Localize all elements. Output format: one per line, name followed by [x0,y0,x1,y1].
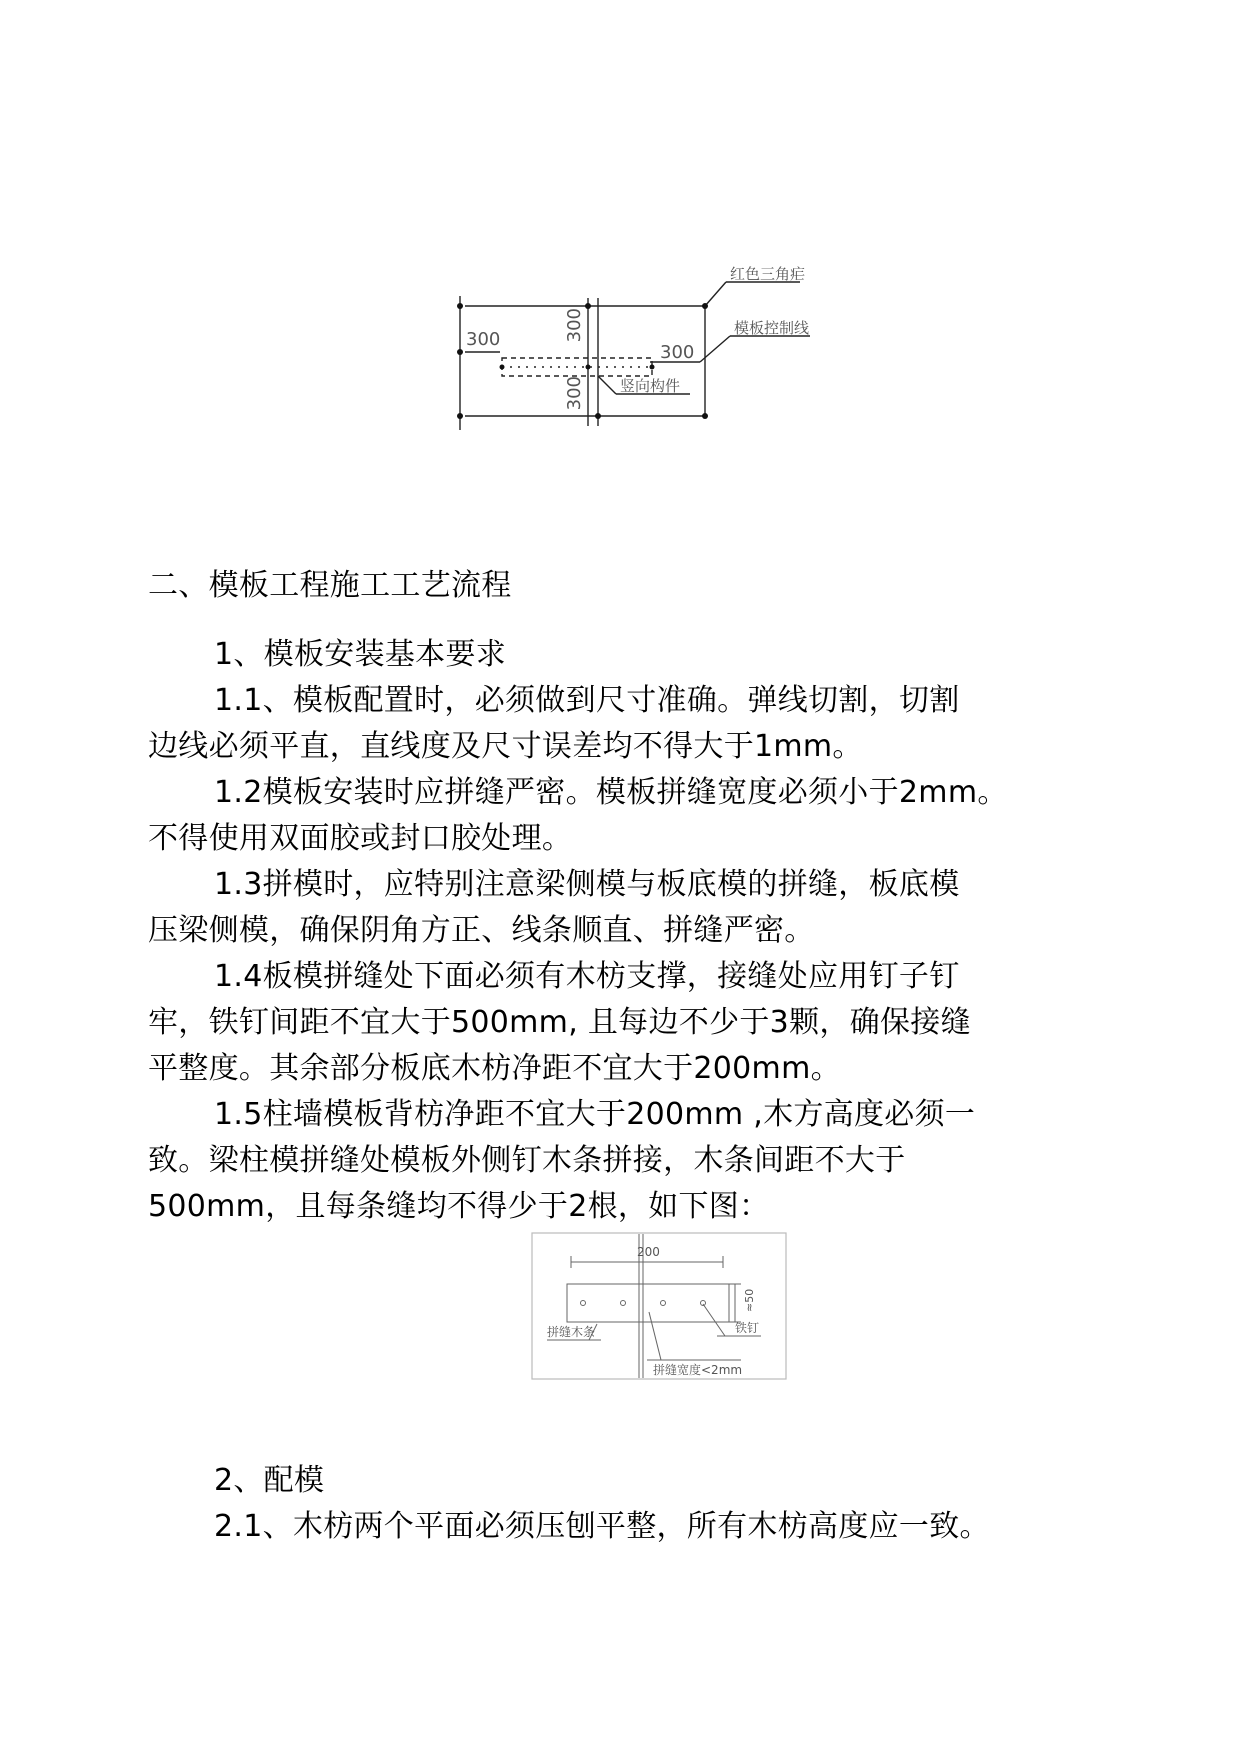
label-gap-width: 拼缝宽度<2mm [653,1363,743,1377]
paragraph-line: 1.2模板安装时应拼缝严密。模板拼缝宽度必须小于2mm。 [214,775,1008,810]
paragraph-line: 500mm，且每条缝均不得少于2根，如下图： [148,1189,770,1224]
template-control-line-diagram [440,265,820,450]
paragraph-line: 2.1、木枋两个平面必须压刨平整，所有木枋高度应一致。 [214,1509,990,1544]
dim-side-50: ≈50 [743,1288,756,1312]
label-seam-strip: 拼缝木条 [547,1325,596,1339]
paragraph-line: 平整度。其余部分板底木枋净距不宜大于200mm。 [148,1051,841,1086]
section-heading: 二、模板工程施工工艺流程 [148,568,512,603]
paragraph-line: 1.4板模拼缝处下面必须有木枋支撑，接缝处应用钉子钉 [214,959,960,994]
paragraph-line: 边线必须平直，直线度及尺寸误差均不得大于1mm。 [148,729,863,764]
paragraph-line: 1.5柱墙模板背枋净距不宜大于200mm ,木方高度必须一 [214,1097,976,1132]
callout-control-line: 模板控制线 [734,319,810,337]
subsection-2-title: 2、配模 [214,1463,325,1498]
label-nail: 铁钉 [735,1321,760,1335]
seam-joint-diagram [531,1232,787,1380]
paragraph-line: 压梁侧模，确保阴角方正、线条顺直、拼缝严密。 [148,913,815,948]
dim-left: 300 [466,329,501,350]
dim-top: 300 [564,308,585,343]
paragraph-line: 1.1、模板配置时，必须做到尺寸准确。弹线切割，切割 [214,683,960,718]
paragraph-line: 1.3拼模时，应特别注意梁侧模与板底模的拼缝，板底模 [214,867,960,902]
subsection-1-title: 1、模板安装基本要求 [214,637,507,672]
paragraph-line: 牢，铁钉间距不宜大于500mm, 且每边不少于3颗，确保接缝 [148,1005,971,1040]
dim-bottom: 300 [564,376,585,411]
dim-200: 200 [637,1245,660,1259]
paragraph-line: 致。梁柱模拼缝处模板外侧钉木条拼接，木条间距不大于 [148,1143,906,1178]
dim-right: 300 [660,342,695,363]
paragraph-line: 不得使用双面胶或封口胶处理。 [148,821,573,856]
callout-vertical-member: 竖向构件 [620,377,681,395]
callout-red-triangle: 红色三角疟 [730,265,806,283]
